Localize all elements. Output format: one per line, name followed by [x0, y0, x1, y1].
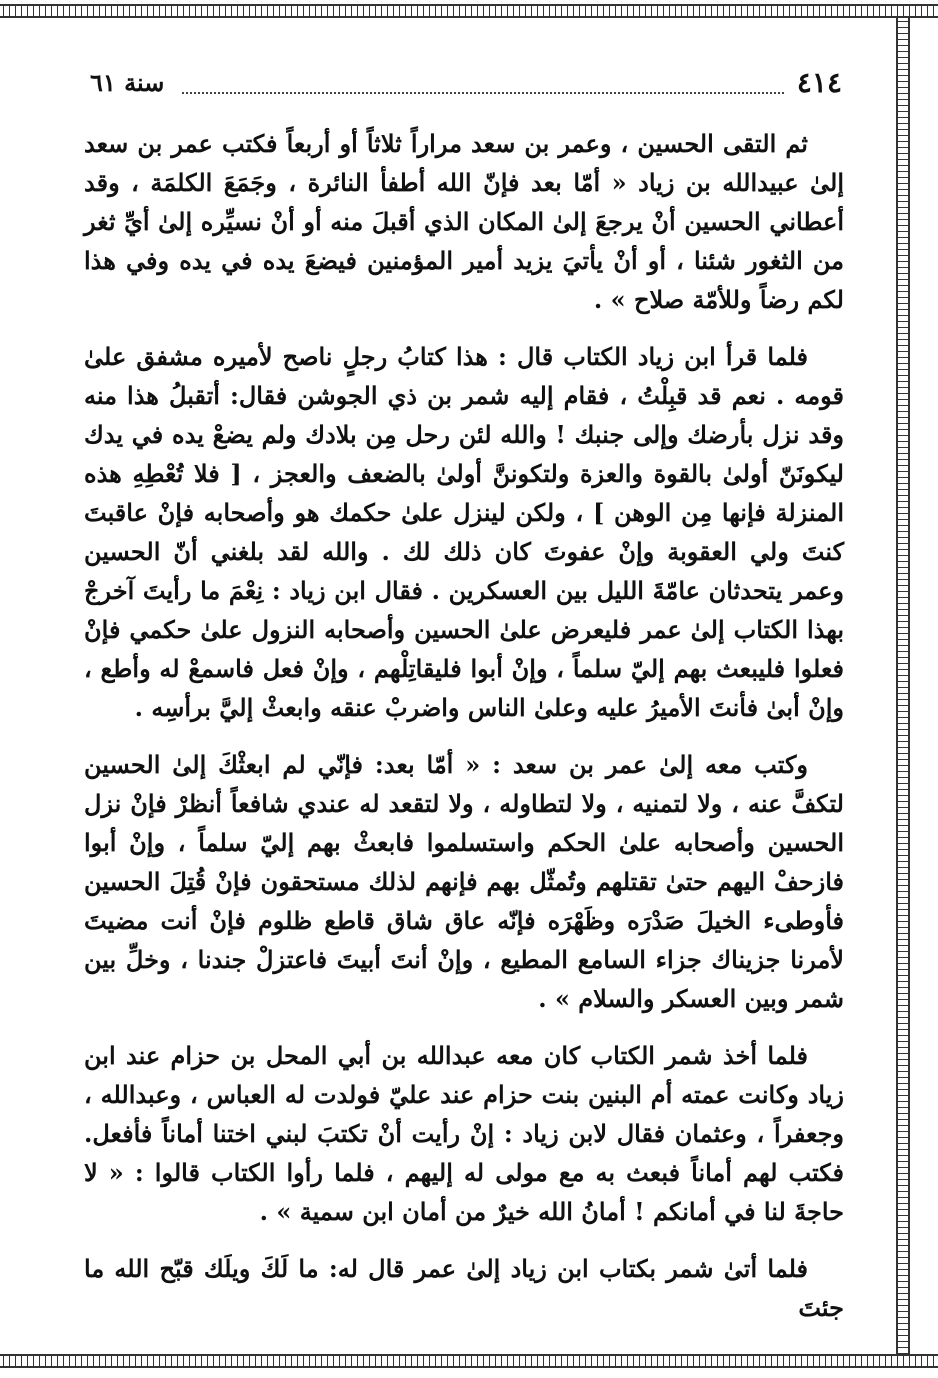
- paragraph: فلما أخذ شمر الكتاب كان معه عبدالله بن أبي المحل بن حزام عند ابن زياد وكانت عمته أم البنين بنت حزام عند عليّ فولدت له العباس ، وعبدالله ، وجعفراً ، وعثمان فقال لابن زياد : إنْ رأيت أنْ تكتبَ لبني اختنا أماناً فأفعل. فكتب لهم أماناً فبعث به مع مولى له إليهم ، فلما رأوا الكتاب قالوا : « لا حاجةَ لنا في أمانكم ! أمانُ الله خيرٌ من أمان ابن سمية » .: [84, 1041, 844, 1226]
- page-number: ٤١٤: [796, 66, 842, 99]
- page-border-bottom: [0, 1354, 938, 1368]
- page-border-top: [0, 4, 938, 18]
- page-border-right: [896, 18, 910, 1354]
- page-body: [84, 124, 844, 1327]
- paragraph: فلما قرأ ابن زياد الكتاب قال : هذا كتابُ رجلٍ ناصح لأميره مشفق علىٰ قومه . نعم قد قبِلْتُ ، فقام إليه شمر بن ذي الجوشن فقال: أتقبلُ هذا منه وقد نزل بأرضك وإلى جنبك ! والله لئن رحل مِن بلادك ولم يضعْ يده في يدك ليكونَنّ أولىٰ بالقوة والعزة ولتكوننَّ أولىٰ بالضعف والعجز ، [ فلا تُعْطِهِ هذه المنزلة فإنها مِن الوهن ] ، ولكن لينزل علىٰ حكمك هو وأصحابه فإنْ عاقبتَ كنتَ ولي العقوبة وإنْ عفوتَ كان ذلك لك . والله لقد بلغني أنّ الحسين وعمر يتحدثان عامّةَ الليل بين العسكرين . فقال ابن زياد : نِعْمَ ما رأيتَ آخرجْ بهذا الكتاب إلىٰ عمر فليعرض علىٰ الحسين وأصحابه النزول علىٰ حكمي فإنْ فعلوا فليبعث بهم إليّ سلماً ، وإنْ أبوا فليقاتِلْهم ، وإنْ فعل فاسمعْ له وأطع ، وإنْ أبىٰ فأنتَ الأميرُ عليه وعلىٰ الناس واضربْ عنقه وابعثْ إليَّ برأسِه .: [84, 342, 844, 722]
- paragraph: وكتب معه إلىٰ عمر بن سعد : « أمّا بعد: فإنّي لم ابعثْكَ إلىٰ الحسين لتكفَّ عنه ، ولا لتمنيه ، ولا لتطاوله ، ولا لتقعد له عندي شافعاً أنظرْ فإنْ نزل الحسين وأصحابه علىٰ الحكم واستسلموا فابعثْ بهم إليّ سلماً ، وإنْ أبوا فازحفْ اليهم حتىٰ تقتلهم وتُمثّل بهم فإنهم لذلك مستحقون فإنْ قُتِلَ الحسين فأوطىء الخيلَ صَدْرَه وظَهْرَه فإنّه عاق شاق قاطع ظلوم فإنْ أنت مضيتَ لأمرنا جزيناك جزاء السامع المطيع ، وإنْ أنتَ أبيتَ فاعتزلْ جندنا ، وخلِّ بين شمر وبين العسكر والسلام » .: [84, 750, 845, 1013]
- header-dotted-rule: [182, 92, 784, 94]
- running-head-year: سنة ٦١: [90, 68, 165, 97]
- page-header: [90, 66, 842, 106]
- paragraph: ثم التقى الحسين ، وعمر بن سعد مراراً ثلاثاً أو أربعاً فكتب عمر بن سعد إلىٰ عبيدالله بن زياد « أمّا بعد فإنّ الله أطفأ النائرة ، وجَمَعَ الكلمَة ، وقد أعطاني الحسين أنْ يرجعَ إلىٰ المكان الذي أقبلَ منه أو أنْ نسيِّره إلىٰ أيِّ ثغر من الثغور شئنا ، أو أنْ يأتيَ يزيد أمير المؤمنين فيضعَ يده في يده وفي هذا لكم رضاً وللأمّة صلاح » .: [84, 129, 844, 314]
- paragraph: فلما أتىٰ شمر بكتاب ابن زياد إلىٰ عمر قال له: ما لَكَ ويلَك قبّح الله ما جئتَ: [84, 1254, 844, 1322]
